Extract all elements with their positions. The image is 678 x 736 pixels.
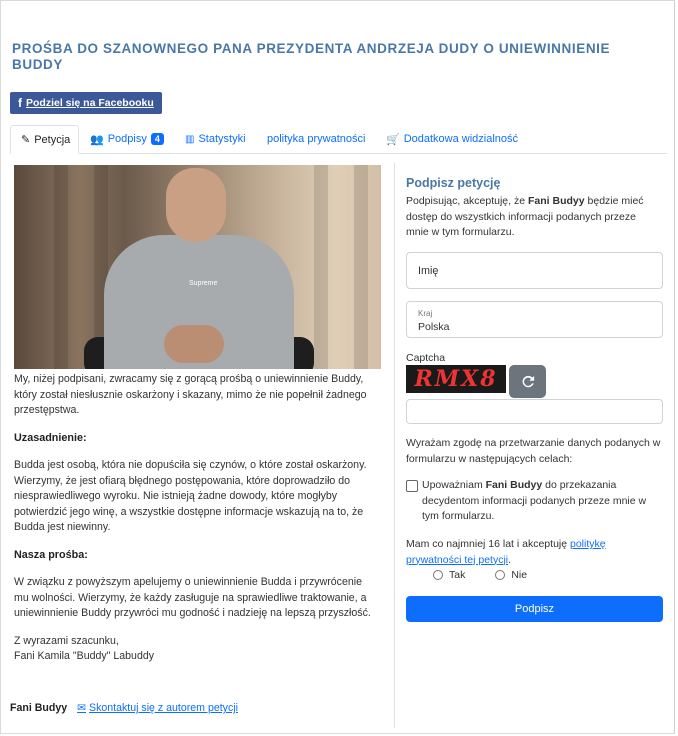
intro-author: Fani Budyy [528, 195, 585, 207]
bar-chart-icon: ▥ [185, 133, 195, 145]
justification-heading: Uzasadnienie: [14, 431, 87, 444]
petition-intro: My, niżej podpisani, zwracamy się z gorącą prośbą o uniewinnienie Buddy, który został niesłusznie oskarżony i skazany, mimo że nie popełnił żadnego przestępstwa. [14, 373, 367, 416]
tab-label: polityka prywatności [267, 133, 366, 145]
intro-text: Podpisując, akceptuję, że [406, 195, 528, 207]
justification-text: Budda jest osobą, która nie dopuściła się czynów, o które został oskarżony. Wierzymy, że jest ofiarą błędnego postępowania, które doprowadziło do niesprawiedliwego wyroku. Nie istnieją żadne dowody, które mogłyby potwierdzić jego winę, a wszystkie dostępne informacje wskazują na to, że Budda jest niewinny. [14, 459, 367, 533]
facebook-share-button[interactable] [10, 92, 162, 114]
column-divider [394, 163, 395, 728]
age-text: Mam co najmniej 16 lat i akceptuję [406, 538, 570, 550]
signature-count-badge: 4 [151, 133, 164, 145]
photo-logo: Supreme [189, 280, 218, 287]
radio-yes-label: Tak [449, 569, 466, 581]
age-radio-group [433, 569, 527, 581]
petition-signature: Fani Kamila "Buddy" Labuddy [14, 650, 155, 662]
tab-statystyki[interactable] [175, 125, 256, 153]
facebook-icon: f [18, 96, 22, 110]
pencil-icon: ✎ [21, 134, 31, 146]
authorize-label [422, 478, 663, 525]
country-select[interactable] [406, 301, 663, 338]
envelope-icon: ✉ [77, 702, 86, 714]
consent-text: Wyrażam zgodę na przetwarzanie danych podanych w formularzu w następujących celach: [406, 437, 661, 465]
authorize-author: Fani Budyy [485, 479, 543, 491]
tab-bar [10, 125, 667, 154]
petition-text [14, 372, 374, 665]
captcha-label: Captcha [406, 352, 446, 364]
closing-text: Z wyrazami szacunku, [14, 634, 119, 647]
sign-submit-button[interactable]: Podpisz [406, 596, 663, 622]
radio-yes[interactable] [433, 569, 465, 581]
privacy-policy-link[interactable]: politykę prywatności tej petycji [406, 538, 606, 566]
authorize-checkbox[interactable] [406, 480, 418, 492]
authorize-row [406, 478, 663, 525]
radio-no-circle[interactable] [495, 570, 505, 580]
name-placeholder: Imię [418, 265, 439, 277]
country-label: Kraj [418, 309, 433, 318]
name-input[interactable] [406, 252, 663, 289]
country-value: Polska [418, 321, 450, 333]
request-heading: Nasza prośba: [14, 548, 88, 561]
page-title: PROŚBA DO SZANOWNEGO PANA PREZYDENTA ANDRZEJA DUDY O UNIEWINNIENIE BUDDY [12, 41, 611, 72]
captcha-input[interactable] [406, 399, 663, 424]
tab-dodatkowa-widzialnosc[interactable] [376, 125, 528, 153]
authorize-text-end: do przekazania decydentom informacji podanych przeze mnie w tym formularzu. [422, 479, 647, 522]
facebook-share-label: Podziel się na Facebooku [26, 97, 154, 109]
age-consent-text [406, 537, 663, 568]
tab-label: Petycja [34, 133, 71, 146]
tab-label: Dodatkowa widzialność [403, 133, 519, 145]
contact-link-label: Skontaktuj się z autorem petycji [89, 702, 238, 714]
tab-label: Podpisy [107, 133, 147, 145]
request-text: W związku z powyższym apelujemy o uniewinnienie Budda i przywrócenie mu wolności. Wierzymy, że każdy zasługuje na sprawiedliwe traktowanie, a uniewinnienie Buddy przywróci mu godność i nadzieję na lepszą przyszłość. [14, 576, 371, 619]
radio-no-label: Nie [511, 569, 528, 581]
tab-petycja[interactable] [10, 125, 79, 154]
refresh-icon [521, 375, 535, 389]
intro-text-end: będzie mieć dostęp do wszystkich informacji podanych przeze mnie w tym formularzu. [406, 195, 644, 238]
tab-polityka[interactable] [257, 125, 375, 153]
captcha-image: RMX8 [406, 365, 506, 393]
users-icon: 👥 [90, 133, 104, 146]
cart-icon: 🛒 [386, 133, 400, 146]
closing-line [14, 634, 374, 665]
petition-footer [10, 702, 238, 714]
sign-form-intro [406, 194, 656, 241]
petition-photo [14, 165, 381, 369]
tab-podpisy[interactable] [80, 125, 174, 153]
authorize-text: Upoważniam [422, 479, 486, 491]
radio-yes-circle[interactable] [433, 570, 443, 580]
radio-no[interactable] [495, 569, 527, 581]
contact-author-link[interactable] [77, 702, 238, 714]
author-name: Fani Budyy [10, 702, 68, 714]
tab-label: Statystyki [198, 133, 246, 145]
age-period: . [508, 553, 512, 566]
captcha-refresh-button[interactable] [509, 365, 546, 398]
sign-form-heading: Podpisz petycję [406, 176, 501, 190]
